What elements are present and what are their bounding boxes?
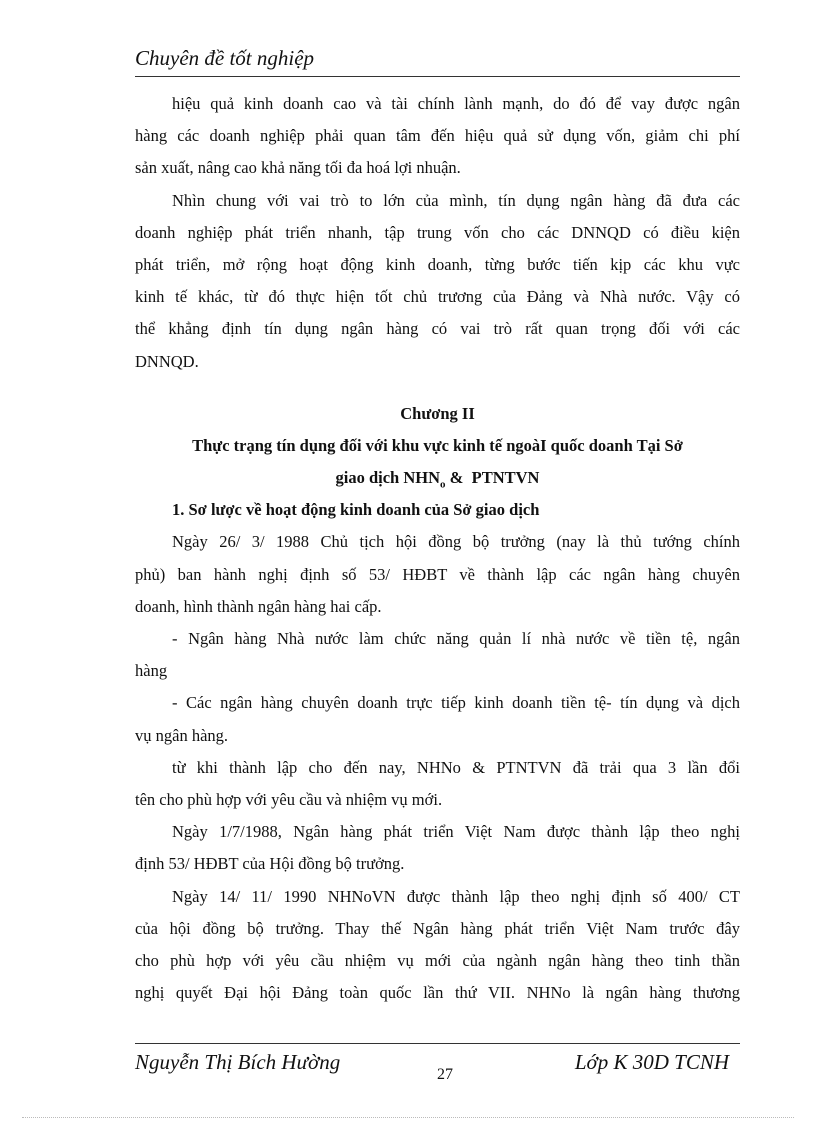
paragraph-line: định 53/ HĐBT của Hội đồng bộ trưởng.	[135, 854, 405, 874]
paragraph-line: - Ngân hàng Nhà nước làm chức năng quản lí nhà nước về tiền tệ, ngân	[172, 629, 740, 648]
paragraph-line: phủ) ban hành nghị định số 53/ HĐBT về thành lập các ngân hàng chuyên	[135, 564, 740, 584]
paragraph-line: Ngày 1/7/1988, Ngân hàng phát triển Việt Nam được thành lập theo nghị	[172, 822, 740, 842]
chapter-title: Thực trạng tín dụng đối với khu vực kinh tế ngoàI quốc doanh Tại Sở	[192, 435, 683, 455]
footer-author: Nguyễn Thị Bích Hường	[135, 1050, 341, 1074]
paragraph-line: hàng các doanh nghiệp phải quan tâm đến hiệu quả sử dụng vốn, giảm chi phí	[135, 126, 740, 146]
paragraph-line: Nhìn chung với vai trò to lớn của mình, tín dụng ngân hàng đã đưa các	[172, 190, 740, 210]
chapter-title-continued	[135, 462, 740, 494]
paragraph-line: DNNQD.	[135, 351, 199, 371]
paragraph-line: từ khi thành lập cho đến nay, NHNo & PTNTVN đã trải qua 3 lần đổi	[172, 757, 740, 777]
paragraph-line: hiệu quả kinh doanh cao và tài chính lành mạnh, do đó để vay được ngân	[172, 94, 740, 113]
page-body	[135, 88, 740, 1009]
paragraph-line: tên cho phù hợp với yêu cầu và nhiệm vụ mới.	[135, 789, 443, 809]
page-number: 27	[437, 1066, 453, 1083]
paragraph-line: phát triển, mở rộng hoạt động kinh doanh, từng bước tiến kịp các khu vực	[135, 254, 740, 274]
footer-rule	[135, 1043, 740, 1044]
paragraph-line: thể khẳng định tín dụng ngân hàng có vai trò rất quan trọng đối với các	[135, 319, 740, 339]
chapter-title-subscript: o	[440, 478, 446, 491]
paragraph-line: doanh, hình thành ngân hàng hai cấp.	[135, 596, 382, 616]
paragraph-line: doanh nghiệp phát triển nhanh, tập trung vốn cho các DNNQD có điều kiện	[135, 222, 740, 242]
footer-class-label: Lớp K 30D TCNH	[574, 1050, 729, 1074]
paragraph-line: Ngày 26/ 3/ 1988 Chủ tịch hội đồng bộ trưởng (nay là thủ tướng chính	[172, 532, 740, 552]
header-rule	[135, 76, 740, 77]
paragraph-line: cho phù hợp với yêu cầu nhiệm vụ mới của ngành ngân hàng theo tinh thần	[135, 950, 740, 970]
chapter-label: Chương II	[400, 403, 475, 423]
paragraph-line: nghị quyết Đại hội Đảng toàn quốc lần thứ VII. NHNo là ngân hàng thương	[135, 983, 740, 1003]
chapter-title-part: & PTNTVN	[445, 468, 540, 488]
paragraph-line: - Các ngân hàng chuyên doanh trực tiếp kinh doanh tiền tệ- tín dụng và dịch	[172, 693, 740, 713]
paragraph-line: của hội đồng bộ trưởng. Thay thế Ngân hàng phát triển Việt Nam trước đây	[135, 918, 740, 938]
section-heading: 1. Sơ lược về hoạt động kinh doanh của Sở giao dịch	[172, 500, 540, 520]
paragraph-line: Ngày 14/ 11/ 1990 NHNoVN được thành lập theo nghị định số 400/ CT	[172, 886, 740, 906]
paragraph-line: kinh tế khác, từ đó thực hiện tốt chủ trương của Đảng và Nhà nước. Vậy có	[135, 287, 740, 307]
paragraph-line: vụ ngân hàng.	[135, 725, 229, 745]
paragraph-line: sản xuất, nâng cao khả năng tối đa hoá lợi nhuận.	[135, 158, 461, 178]
chapter-title-part: giao dịch NHN	[335, 468, 441, 488]
paragraph-line: hàng	[135, 661, 168, 681]
page-header-title: Chuyên đề tốt nghiệp	[135, 46, 315, 70]
page-edge-dotted-line	[22, 1117, 794, 1118]
